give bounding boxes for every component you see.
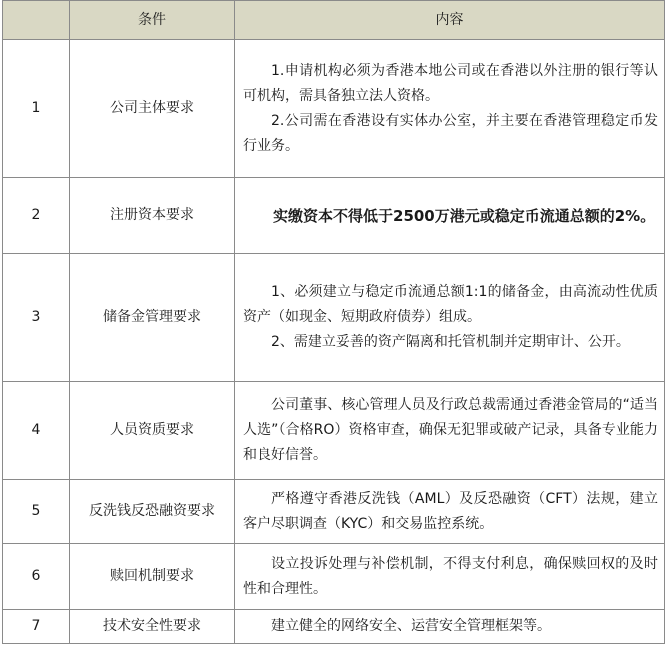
row-condition: 赎回机制要求 [70,544,235,610]
header-condition: 条件 [70,1,235,40]
table-row [3,610,665,644]
content-paragraph: 2、需建立妥善的资产隔离和托管机制并定期审计、公开。 [271,334,630,350]
table-row [3,178,665,254]
header-number [3,1,70,40]
table-row [3,254,665,382]
content-paragraph: 设立投诉处理与补偿机制，不得支付利息，确保赎回权的及时性和合理性。 [243,555,658,597]
row-content [235,610,665,644]
row-number: 5 [3,480,70,544]
row-number: 6 [3,544,70,610]
table-row [3,40,665,178]
row-content [235,178,665,254]
row-number: 2 [3,178,70,254]
row-condition: 技术安全性要求 [70,610,235,644]
row-number: 7 [3,610,70,644]
content-paragraph: 1、必须建立与稳定币流通总额1:1的储备金，由高流动性优质资产（如现金、短期政府债券）组成。 [243,284,658,325]
row-condition: 储备金管理要求 [70,254,235,382]
row-condition: 公司主体要求 [70,40,235,178]
requirements-table [2,0,665,644]
row-condition: 反洗钱反恐融资要求 [70,480,235,544]
content-paragraph: 2.公司需在香港设有实体办公室，并主要在香港管理稳定币发行业务。 [243,112,658,154]
content-paragraph: 建立健全的网络安全、运营安全管理框架等。 [271,618,551,634]
table-row [3,382,665,480]
row-number: 4 [3,382,70,480]
row-number: 1 [3,40,70,178]
row-content [235,40,665,178]
content-paragraph: 1.申请机构必须为香港本地公司或在香港以外注册的银行等认可机构，需具备独立法人资格。 [243,62,658,104]
row-condition: 注册资本要求 [70,178,235,254]
table-row [3,544,665,610]
row-condition: 人员资质要求 [70,382,235,480]
content-paragraph: 严格遵守香港反洗钱（AML）及反恐融资（CFT）法规，建立客户尽职调查（KYC）和交易监控系统。 [243,490,658,532]
row-content [235,254,665,382]
row-content [235,480,665,544]
row-number: 3 [3,254,70,382]
row-content [235,382,665,480]
row-content [235,544,665,610]
table-header-row [3,1,665,40]
content-paragraph: 公司董事、核心管理人员及行政总裁需通过香港金管局的“适当人选”（合格RO）资格审查，确保无犯罪或破产记录，具备专业能力和良好信誉。 [243,397,658,463]
table-row [3,480,665,544]
header-content: 内容 [235,1,665,40]
content-paragraph: 实缴资本不得低于2500万港元或稳定币流通总额的2%。 [273,206,656,225]
